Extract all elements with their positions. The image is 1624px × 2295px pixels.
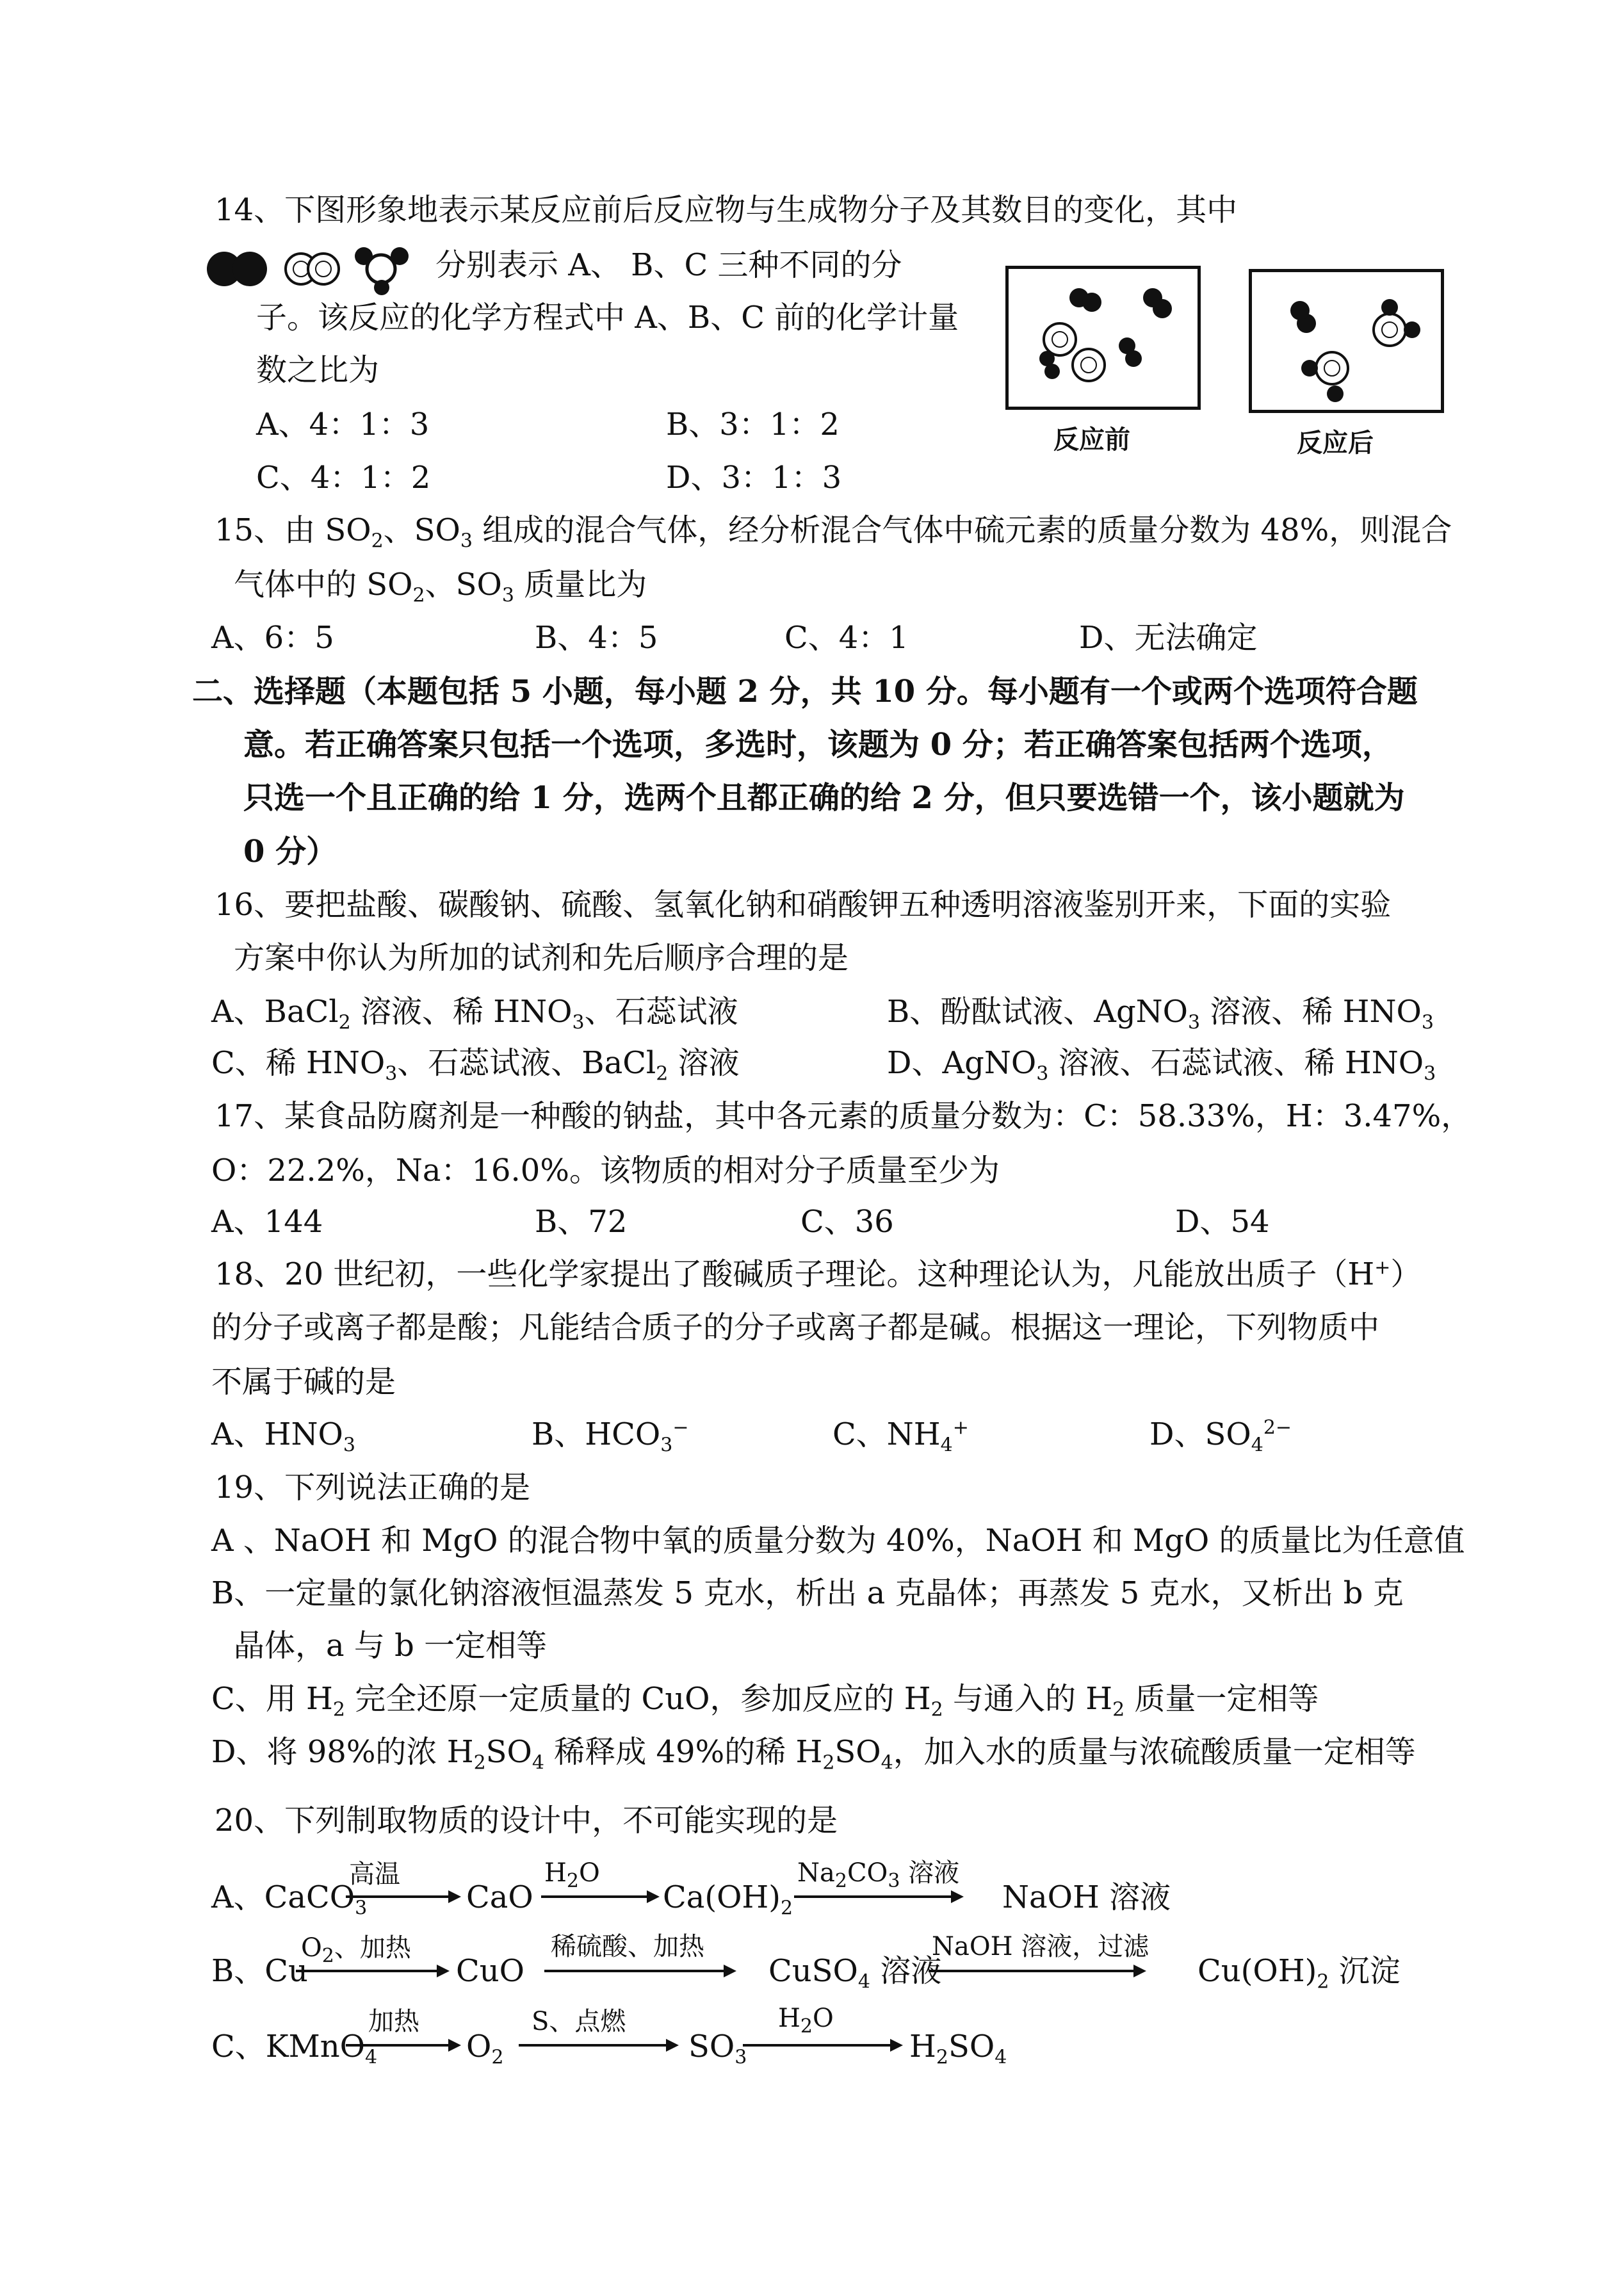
q20-a-arrow1-label: 高温	[349, 1860, 400, 1889]
q17-line1: 17、某食品防腐剂是一种酸的钠盐，其中各元素的质量分数为：C：58.33%，H：3.47%，	[215, 1098, 1472, 1134]
arrow-right-icon	[794, 1889, 964, 1904]
q20-c-arrow3-label: $H_2O$	[778, 2004, 834, 2038]
q20-b-arrow2-label: 稀硫酸、加热	[551, 1932, 704, 1961]
section2-line2: 意。若正确答案只包括一个选项，多选时，该题为 0 分；若正确答案包括两个选项，	[243, 727, 1393, 763]
q17-option-c: C、36	[800, 1204, 894, 1240]
molecule-c-icon	[355, 247, 409, 295]
q17-option-a: A、144	[211, 1204, 323, 1240]
q14-line3: 子。该反应的化学方程式中 A、B、C 前的化学计量	[256, 300, 959, 336]
q18-option-a: A、$HNO_3$	[211, 1416, 355, 1457]
q20-a-step4: NaOH 溶液	[1002, 1879, 1171, 1915]
q18-option-c: C、$NH_4^+$	[832, 1416, 969, 1457]
q20-b-step2: CuO	[456, 1953, 524, 1989]
q20-b-step1: B、Cu	[211, 1953, 308, 1989]
q14-option-d: D、3：1：3	[666, 460, 842, 496]
q19-option-a: A 、NaOH 和 MgO 的混合物中氧的质量分数为 40%，NaOH 和 MgO 的质量比为任意值	[211, 1523, 1465, 1559]
q14-option-c: C、4：1：2	[256, 460, 431, 496]
q19-option-b-line2: 晶体，a 与 b 一定相等	[234, 1628, 548, 1664]
arrow-right-icon	[296, 1963, 450, 1979]
q16-option-a: A、BaCl$_2$ 溶液、稀 $HNO_3$、石蕊试液	[211, 994, 738, 1034]
q15-option-b: B、4：5	[535, 620, 658, 656]
q14-option-a: A、4：1：3	[256, 407, 430, 442]
molecule-b-icon	[286, 254, 339, 284]
q20-c-step3: $SO_3$	[688, 2029, 747, 2069]
q19-option-c: C、用 $H_2$ 完全还原一定质量的 CuO，参加反应的 $H_2$ 与通入的 $H_2$ 质量一定相等	[211, 1681, 1319, 1721]
q18-option-b: B、$HCO_3^-$	[532, 1416, 689, 1457]
section2-line4: 0 分）	[243, 834, 337, 870]
arrow-right-icon	[346, 2038, 461, 2053]
q16-option-d: D、AgNO$_3$ 溶液、石蕊试液、稀 $HNO_3$	[887, 1045, 1436, 1085]
arrow-right-icon	[929, 1963, 1146, 1979]
q18-option-d: D、$SO_4^{2-}$	[1149, 1416, 1292, 1457]
q19-option-d: D、将 98%的浓 $H_2SO_4$ 稀释成 49%的稀 $H_2SO_4$，加入水的质量与浓硫酸质量一定相等	[211, 1734, 1416, 1774]
q15-option-c: C、4：1	[784, 620, 909, 656]
reaction-before-box	[1005, 266, 1201, 410]
q16-line1: 16、要把盐酸、碳酸钠、硫酸、氢氧化钠和硝酸钾五种透明溶液鉴别开来，下面的实验	[215, 887, 1392, 923]
q20-c-arrow1-label: 加热	[368, 2007, 419, 2036]
q20-a-arrow2-label: $H_2O$	[544, 1858, 600, 1892]
q15-option-d: D、无法确定	[1079, 620, 1258, 656]
q20-b-arrow3-label: NaOH 溶液，过滤	[932, 1932, 1149, 1961]
reaction-after-label: 反应后	[1297, 428, 1374, 458]
arrow-right-icon	[346, 1889, 461, 1904]
q14-option-b: B、3：1：2	[666, 407, 840, 442]
q17-option-b: B、72	[535, 1204, 628, 1240]
q17-option-d: D、54	[1175, 1204, 1270, 1240]
q16-option-b: B、酚酞试液、AgNO$_3$ 溶液、稀 $HNO_3$	[887, 994, 1434, 1034]
q20-a-step3: $Ca(OH)_2$	[663, 1879, 793, 1920]
molecule-a-icon	[207, 252, 267, 286]
reaction-before-diagram	[1009, 269, 1198, 407]
q20-b-step3: CuSO$_4$ 溶液	[768, 1953, 942, 1993]
q20-a-arrow3-label: $Na_2CO_3$ 溶液	[797, 1858, 960, 1892]
molecule-legend	[205, 240, 435, 298]
q15-line2: 气体中的 $SO_2$、$SO_3$ 质量比为	[234, 567, 647, 607]
q18-line1: 18、20 世纪初，一些化学家提出了酸碱质子理论。这种理论认为，凡能放出质子（H+）	[215, 1256, 1422, 1292]
q20-line1: 20、下列制取物质的设计中，不可能实现的是	[215, 1803, 838, 1838]
section2-line3: 只选一个且正确的给 1 分，选两个且都正确的给 2 分，但只要选错一个，该小题就为	[243, 780, 1405, 816]
q18-line2: 的分子或离子都是酸；凡能结合质子的分子或离子都是碱。根据这一理论，下列物质中	[211, 1310, 1380, 1345]
q14-legend-text: 分别表示 A、 B、C 三种不同的分	[435, 247, 902, 283]
q14-line4: 数之比为	[256, 352, 380, 388]
q14-line1: 14、下图形象地表示某反应前后反应物与生成物分子及其数目的变化，其中	[215, 192, 1238, 228]
q15-line1: 15、由 $SO_2$、$SO_3$ 组成的混合气体，经分析混合气体中硫元素的质量分数为 48%，则混合	[215, 512, 1452, 553]
arrow-right-icon	[541, 1889, 660, 1904]
q20-c-step2: $O_2$	[466, 2029, 504, 2069]
reaction-after-box	[1249, 269, 1444, 413]
reaction-before-label: 反应前	[1053, 425, 1130, 455]
q19-option-b-line1: B、一定量的氯化钠溶液恒温蒸发 5 克水，析出 a 克晶体；再蒸发 5 克水，又析出 b 克	[211, 1575, 1404, 1611]
q16-line2: 方案中你认为所加的试剂和先后顺序合理的是	[234, 940, 849, 976]
q20-a-step1: A、CaCO$_3$	[211, 1879, 368, 1920]
q20-c-arrow2-label: S、点燃	[532, 2007, 626, 2036]
q16-option-c: C、稀 $HNO_3$、石蕊试液、BaCl$_2$ 溶液	[211, 1045, 740, 1085]
q20-b-step4: $Cu(OH)_2$ 沉淀	[1198, 1953, 1401, 1993]
q17-line2: O：22.2%，Na：16.0%。该物质的相对分子质量至少为	[211, 1153, 1000, 1188]
q20-a-step2: CaO	[466, 1879, 533, 1915]
q18-line3: 不属于碱的是	[211, 1364, 396, 1400]
q20-b-arrow1-label: $O_2$、加热	[301, 1933, 411, 1967]
q15-option-a: A、6：5	[211, 620, 334, 656]
reaction-after-diagram	[1252, 272, 1441, 410]
q20-c-step1: C、KMnO$_4$	[211, 2029, 378, 2069]
q20-c-step4: $H_2SO_4$	[909, 2029, 1007, 2069]
section2-line1: 二、选择题（本题包括 5 小题，每小题 2 分，共 10 分。每小题有一个或两个选项符合题	[192, 674, 1418, 710]
q19-line1: 19、下列说法正确的是	[215, 1470, 531, 1505]
arrow-right-icon	[743, 2038, 903, 2053]
arrow-right-icon	[519, 2038, 679, 2053]
arrow-right-icon	[544, 1963, 736, 1979]
